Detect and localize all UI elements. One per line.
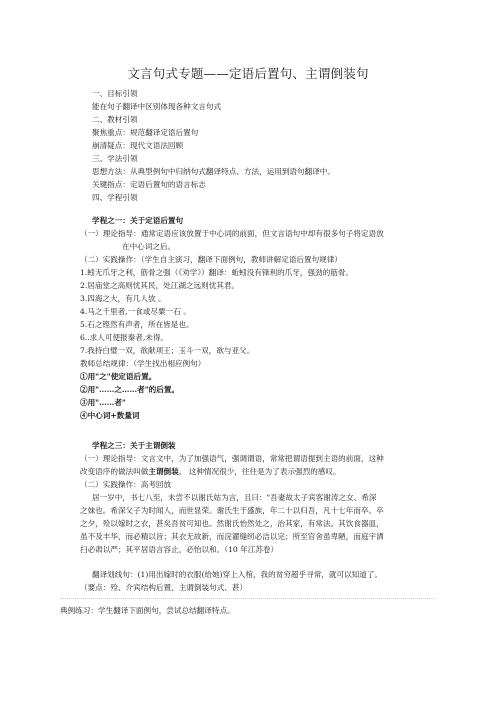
section3-heading: 学程之三：关于主谓倒装 — [92, 441, 176, 450]
rule-2: ②用"……之……者"的后置。 — [80, 385, 180, 394]
section1-theory-line2: 在中心词之后。 — [122, 242, 176, 251]
heading-process: 四、学程引领 — [92, 193, 138, 202]
section1-heading: 学程之一：关于定语后置句 — [92, 216, 184, 225]
section1-practice: （二）实践操作：（学生自主演习，翻译下面例句，教师讲解定语后置句规律） — [80, 255, 342, 264]
passage-line4: 虽不及丰华，而必精以旨；其衣无故新，而浣濯缝纫必洁以完；所至官舍虽卑陋，而庭宇洒 — [80, 532, 384, 541]
theory-term-inversion: 主谓倒装 — [148, 467, 179, 476]
passage-line5: 扫必肃以严；其平居语言容止，必怡以和。（10 年江苏卷） — [80, 545, 279, 554]
practice-intro: 典例练习：学生翻译下面例句，尝试总结翻译特点。 — [60, 606, 235, 615]
section3-theory-line1: （一）理论指导：文言文中，为了加强语气，强调谓语，常常把谓语提到主语的前面，这种 — [80, 454, 384, 463]
passage-line1: 居一岁中，书七八至，未尝不以谢氏姑为言，且曰："吾妻故太子宾客谢涛之女、希深 — [92, 493, 377, 502]
translation-line1: 翻译划线句：(1)用出嫁时的衣服(给她)穿上入棺，我的贫穷超乎寻常，就可以知道了。 — [92, 570, 383, 579]
rule-1: ①用"之"使定语后置。 — [80, 372, 157, 381]
passage-line2: 之妹也。希深父子为时闻人，而世显荣。谢氏生于盛族，年二十以归吾，凡十七年而卒。卒 — [80, 506, 384, 515]
textbook-doubts: 崩清疑点：现代文语法回顾 — [92, 141, 184, 150]
translation-line2: （要点：殓、介宾结构后置、主谓倒装句式、甚） — [80, 583, 248, 592]
theory-line2-start: 改变语序的做法叫做 — [80, 467, 149, 476]
section3-theory-line2 — [80, 466, 341, 479]
teacher-summary: 教师总结规律：（学生找出相应例句） — [80, 359, 206, 368]
rule-3: ③用"……者" — [80, 398, 126, 407]
example-3: 3.四海之大，有几人欤 。 — [80, 294, 166, 303]
heading-method: 三、学法引领 — [92, 154, 138, 163]
method-thinking: 思想方法：从典型例句中归纳句式翻译特点、方法，运用到语句翻译中。 — [92, 167, 335, 176]
goals-text: 能在句子翻译中区别体现各种文言句式 — [92, 102, 222, 111]
section-divider — [60, 598, 436, 599]
section3-practice: （二）实践操作：高考回放 — [80, 480, 172, 489]
passage-line3: 之夕，殓以嫁时之衣，甚矣吾贫可知也。然谢氏怡然处之，治其家，有常法。其饮食器皿， — [80, 519, 384, 528]
example-2: 2.居庙堂之高则忧其民，处江湖之远则忧其君。 — [80, 281, 240, 290]
rule-4: ④中心词+数量词 — [80, 411, 140, 420]
example-6: 6..求人可使报秦者,未得。 — [80, 333, 169, 342]
section1-theory-line1: （一）理论指导：通常定语应该放置于中心词的前面，但文言语句中却有很多句子将定语放 — [80, 229, 384, 238]
example-7: 7.我持白璧一双，欲献项王；玉斗一双，欲与亚父。 — [80, 346, 255, 355]
theory-line2-end: 。 这种情况很少，往往是为了表示强烈的感叹。 — [178, 467, 341, 476]
example-5: 5.石之铿然有声者，所在皆是也。 — [80, 320, 194, 329]
example-1: 1.蚓无爪牙之利，筋骨之强（《劝学》）翻译：蚯蚓没有锋利的爪牙，强劲的筋骨。 — [80, 268, 354, 277]
method-key: 关键指点：定语后置句的语言标志 — [92, 180, 206, 189]
example-4: 4.马之千里者,一食或尽粟一石 。 — [80, 307, 191, 316]
document-title: 文言句式专题——定语后置句、主谓倒装句 — [127, 66, 369, 81]
heading-goals: 一、目标引领 — [92, 89, 138, 98]
textbook-focus: 聚焦重点：规范翻译定语后置句 — [92, 128, 199, 137]
heading-textbook: 二、教材引领 — [92, 115, 138, 124]
